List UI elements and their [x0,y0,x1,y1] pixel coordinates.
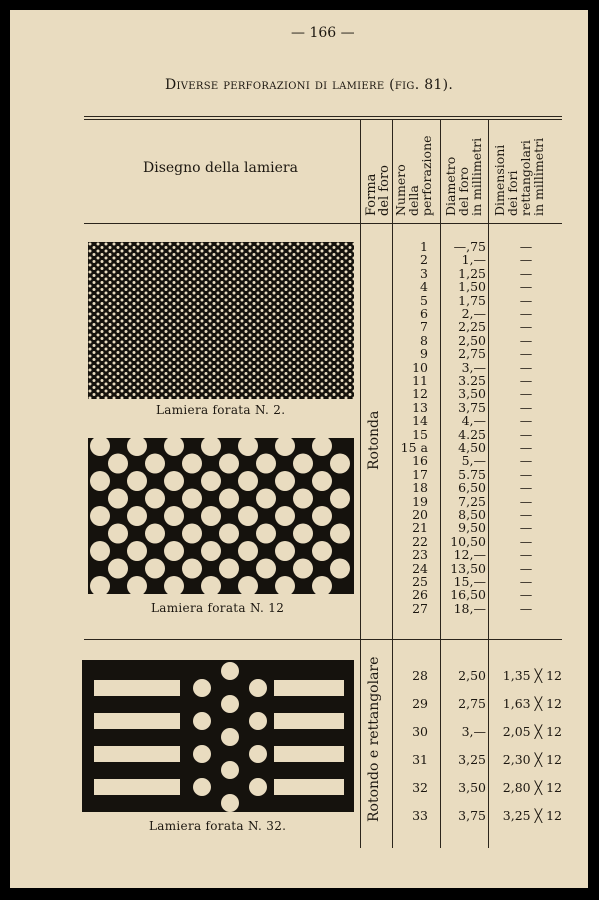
header-dimensions: Dimensioni dei fori rettangolari in millimetri [492,137,546,216]
shape-label-round: Rotonda [366,410,382,470]
perforation-number: 15 a [400,440,428,455]
rect-dimensions: — [519,306,533,321]
hole [275,471,295,491]
column-divider [360,120,361,848]
rect-dimensions: — [519,533,533,549]
hole-diameter: 3,75 [458,808,486,823]
hole [330,524,350,544]
perforated-sheet-n12-image [88,438,354,594]
rect-dimensions: — [519,547,533,563]
caption-n12: Lamiera forata N. 12 [151,601,285,615]
hole-diameter: 18,— [453,600,486,616]
hole [238,506,258,526]
rect-dimensions: 3,25 ╳ 12 [502,808,562,823]
hole [201,471,221,491]
perforation-number: 22 [412,533,428,549]
hole-diameter: 10,50 [450,533,486,549]
rect-dimensions: — [519,466,533,482]
hole-diameter: 7,25 [458,493,486,509]
header-diameter: Diametro del foro in millimetri [443,137,484,216]
hole [164,506,184,526]
rect-dimensions: — [519,279,533,295]
hole [256,489,276,509]
perforation-number: 10 [412,359,428,375]
hole-diameter: 12,— [453,547,486,563]
hole [164,471,184,491]
header-shape: Forma del foro [364,165,392,216]
perforation-number: 21 [412,520,428,536]
hole-diameter: 1,25 [458,265,486,281]
rect-dimensions: — [519,332,533,348]
hole [145,524,165,544]
caption-n32: Lamiera forata N. 32. [149,819,287,833]
rect-dimensions: — [519,386,533,402]
rect-dimensions: — [519,399,533,415]
rect-dimensions: 1,35 ╳ 12 [502,668,562,683]
hole [219,489,239,509]
header-top-rule-2 [84,119,562,120]
hole-diameter: 3,25 [458,752,486,767]
hole-diameter: 2,50 [458,668,486,683]
hole [330,489,350,509]
perforation-number: 4 [420,279,428,295]
hole [108,454,128,474]
rect-dimensions: — [519,600,533,616]
hole-diameter: 4,50 [458,440,486,455]
column-divider [440,120,441,848]
rect-dimensions: — [519,426,533,442]
header-drawing: Disegno della lamiera [143,160,298,176]
rect-dimensions: 2,30 ╳ 12 [502,752,562,767]
column-divider [488,120,489,848]
hole [127,471,147,491]
hole-diameter: 3,50 [458,386,486,402]
hole-diameter: 8,50 [458,507,486,522]
rect-dimensions: — [519,413,533,429]
perforation-number: 7 [420,319,428,335]
hole [238,541,258,561]
hole [145,454,165,474]
perforation-number: 27 [412,600,428,616]
hole-diameter: 3,— [461,359,486,375]
hole-diameter: 2,25 [458,319,486,335]
perforation-number: 20 [412,507,428,522]
rect-dimensions: — [519,373,533,388]
hole [238,471,258,491]
hole [182,454,202,474]
rect-dimensions: — [519,252,533,268]
hole [108,559,128,579]
hole [330,454,350,474]
hole-diameter: 1,75 [458,292,486,308]
hole [90,541,110,561]
rect-dimensions: 2,05 ╳ 12 [502,724,562,739]
hole-diameter: 1,50 [458,279,486,295]
perforation-number: 8 [420,332,428,348]
perforation-number: 5 [420,292,428,308]
hole [219,524,239,544]
perforation-number: 24 [412,560,428,576]
hole [90,471,110,491]
hole [293,559,313,579]
hole [90,506,110,526]
hole [182,489,202,509]
perforation-number: 12 [412,386,428,402]
hole-diameter: 9,50 [458,520,486,536]
hole-diameter: 4,— [461,413,486,429]
hole-diameter: 3,75 [458,399,486,415]
shape-label-round-rect: Rotondo e rettangolare [366,656,382,822]
perforation-number: 18 [412,480,428,496]
hole [330,559,350,579]
rect-dimensions: — [519,560,533,576]
perforation-number: 2 [420,252,428,268]
hole-diameter: 6,50 [458,480,486,496]
rect-dimensions: — [519,346,533,362]
perforation-number: 28 [412,668,428,683]
rect-dimensions: — [519,574,533,589]
perforated-sheet-n32-image [82,660,354,812]
hole-diameter: 3.25 [458,373,486,388]
rect-dimensions: — [519,507,533,522]
table-title: Diverse perforazioni di lamiere (fig. 81). [165,77,454,93]
perforation-number: 23 [412,547,428,563]
rect-dimensions: — [519,453,533,469]
hole-diameter: 15,— [453,574,486,589]
hole-diameter: 2,75 [458,346,486,362]
rect-dimensions: — [519,493,533,509]
hole [127,541,147,561]
rect-dimensions: — [519,239,533,254]
hole [275,506,295,526]
hole [275,541,295,561]
perforation-number: 26 [412,587,428,603]
hole-diameter: 2,50 [458,332,486,348]
page-number: — 166 — [291,25,355,41]
rect-dimensions: — [519,480,533,496]
perforation-number: 32 [412,780,428,795]
hole [201,541,221,561]
header-top-rule [84,116,562,117]
hole [164,541,184,561]
perforation-number: 3 [420,265,428,281]
hole-diameter: 4.25 [458,426,486,442]
hole-diameter: 3,50 [458,780,486,795]
header-number: Numero della perforazione [393,135,434,216]
hole [312,506,332,526]
rect-dimensions: — [519,359,533,375]
perforation-number: 13 [412,399,428,415]
perforated-sheet-n2-image [88,242,354,399]
rect-dimensions: — [519,440,533,455]
hole [312,471,332,491]
perforation-number: 1 [420,239,428,254]
perforation-number: 6 [420,306,428,321]
perforation-number: 11 [412,373,428,388]
rect-dimensions: — [519,520,533,536]
rect-dimensions: 2,80 ╳ 12 [502,780,562,795]
hole [312,541,332,561]
hole-diameter: 5,— [461,453,486,469]
perforation-number: 29 [412,696,428,711]
hole [108,489,128,509]
hole-diameter: 2,75 [458,696,486,711]
hole [219,454,239,474]
perforation-number: 14 [412,413,428,429]
hole [108,524,128,544]
section-divider-rule [84,639,562,640]
hole [256,454,276,474]
perforation-number: 16 [412,453,428,469]
rect-dimensions: — [519,292,533,308]
hole-diameter: —,75 [453,239,486,254]
hole-diameter: 16,50 [450,587,486,603]
hole-diameter: 1,— [461,252,486,268]
caption-n2: Lamiera forata N. 2. [156,403,286,417]
hole-diameter: 5.75 [458,466,486,482]
perforation-number: 17 [412,466,428,482]
hole [293,524,313,544]
perforation-number: 25 [412,574,428,589]
perforation-number: 19 [412,493,428,509]
perforation-number: 33 [412,808,428,823]
column-divider [392,120,393,848]
perforation-number: 15 [412,426,428,442]
hole-diameter: 13,50 [450,560,486,576]
rect-dimensions: — [519,587,533,603]
hole [145,559,165,579]
hole [256,559,276,579]
hole [293,454,313,474]
hole [293,489,313,509]
hole [127,506,147,526]
hole [182,559,202,579]
rect-dimensions: — [519,319,533,335]
rect-dimensions: 1,63 ╳ 12 [502,696,562,711]
perforation-number: 9 [420,346,428,362]
hole [201,506,221,526]
hole [182,524,202,544]
rect-dimensions: — [519,265,533,281]
perforation-number: 31 [412,752,428,767]
hole [219,559,239,579]
hole [256,524,276,544]
hole-diameter: 3,— [461,724,486,739]
perforation-number: 30 [412,724,428,739]
hole [145,489,165,509]
hole-diameter: 2,— [461,306,486,321]
header-bottom-rule [84,223,562,224]
book-page [10,10,588,888]
